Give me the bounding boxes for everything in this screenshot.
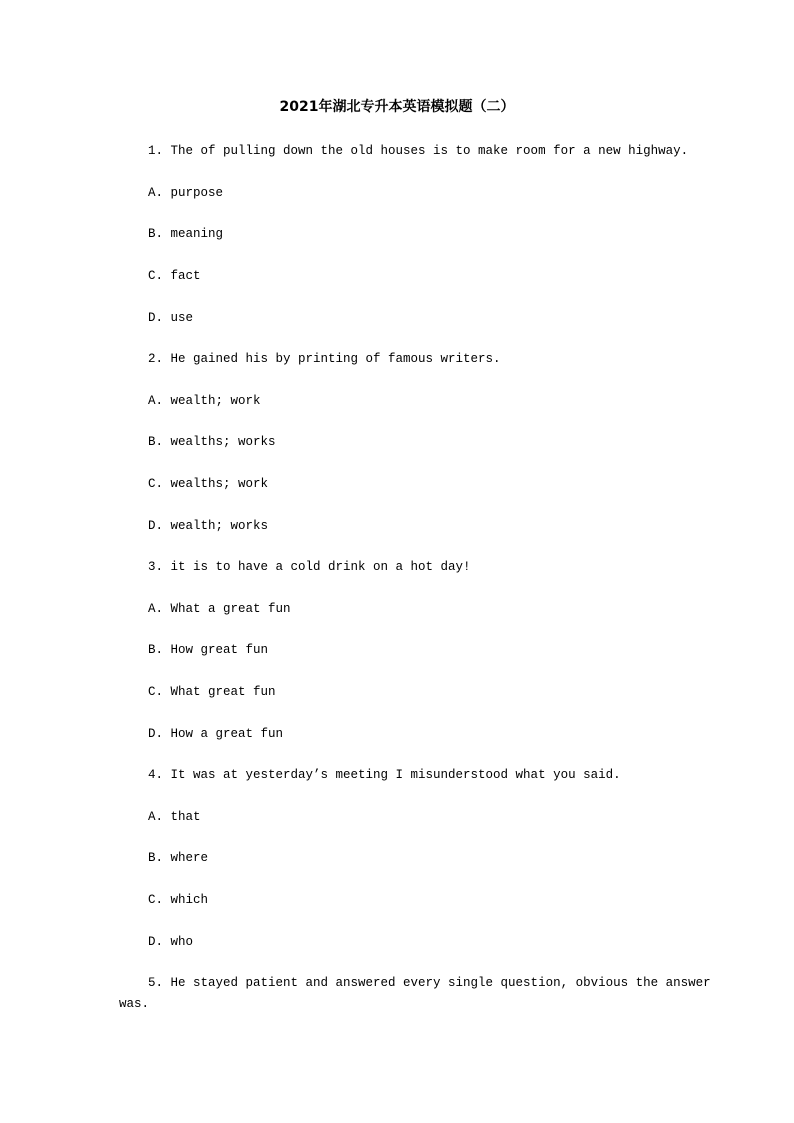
- question-4-option-c: C. which: [148, 893, 209, 907]
- question-5-stem-line-2: was.: [119, 997, 150, 1011]
- question-2-option-d: D. wealth; works: [148, 519, 269, 533]
- question-4-option-b: B. where: [148, 851, 209, 865]
- question-1-option-d: D. use: [148, 311, 194, 325]
- question-5-stem-line-1: 5. He stayed patient and answered every single question, obvious the answer: [148, 976, 711, 990]
- question-3-option-c: C. What great fun: [148, 685, 276, 699]
- question-4-option-a: A. that: [148, 810, 201, 824]
- question-3-option-a: A. What a great fun: [148, 602, 291, 616]
- question-2-option-c: C. wealths; work: [148, 477, 269, 491]
- question-1-option-a: A. purpose: [148, 186, 224, 200]
- question-4-option-d: D. who: [148, 935, 194, 949]
- question-3-stem: 3. it is to have a cold drink on a hot day!: [148, 560, 471, 574]
- question-3-option-d: D. How a great fun: [148, 727, 284, 741]
- question-1-option-c: C. fact: [148, 269, 201, 283]
- question-2-option-a: A. wealth; work: [148, 394, 261, 408]
- question-3-option-b: B. How great fun: [148, 643, 269, 657]
- question-1-option-b: B. meaning: [148, 227, 224, 241]
- page-title: 2021年湖北专升本英语模拟题（二）: [279, 99, 515, 115]
- question-1-stem: 1. The of pulling down the old houses is to make room for a new highway.: [148, 144, 689, 158]
- question-2-stem: 2. He gained his by printing of famous writers.: [148, 352, 501, 366]
- question-2-option-b: B. wealths; works: [148, 435, 276, 449]
- question-4-stem: 4. It was at yesterday’s meeting I misunderstood what you said.: [148, 768, 621, 782]
